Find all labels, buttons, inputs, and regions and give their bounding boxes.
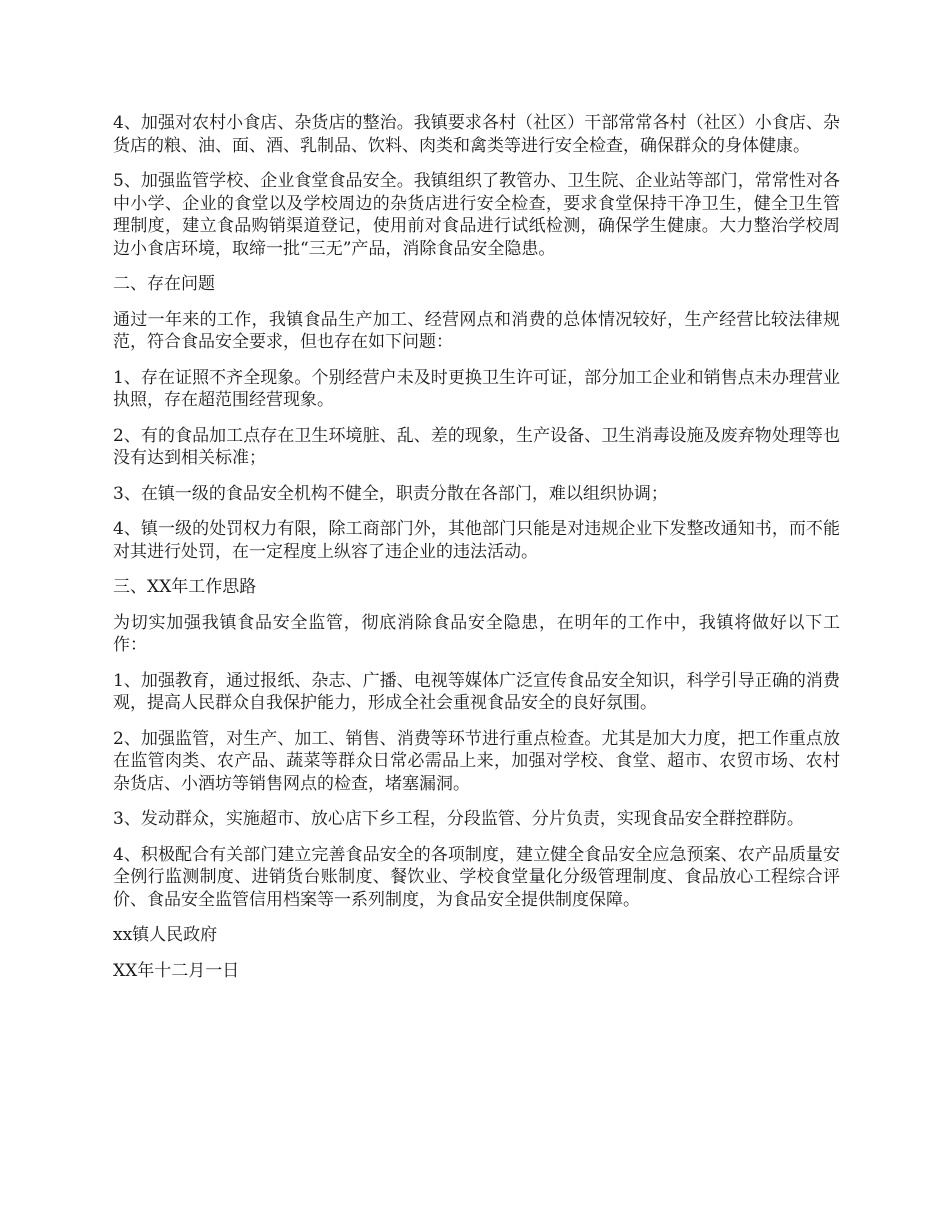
paragraph-school-canteens: 5、加强监管学校、企业食堂食品安全。我镇组织了教管办、卫生院、企业站等部门，常常性对各中小学、企业的食堂以及学校周边的杂货店进行安全检查，要求食堂保持干净卫生，健全卫生管理制度，建立食品购销渠道登记，使用前对食品进行试纸检测，确保学生健康。大力整治学校周边小食店环境，取缔一批“三无”产品，消除食品安全隐患。 [113, 171, 840, 259]
paragraph-plan-systems: 4、积极配合有关部门建立完善食品安全的各项制度，建立健全食品安全应急预案、农产品质量安全例行监测制度、进销货台账制度、餐饮业、学校食堂量化分级管理制度、食品放心工程综合评价、食品安全监管信用档案等一系列制度，为食品安全提供制度保障。 [113, 844, 840, 910]
section-heading-plan: 三、XX年工作思路 [113, 577, 257, 597]
paragraph-problems-intro: 通过一年来的工作，我镇食品生产加工、经营网点和消费的总体情况较好，生产经营比较法律规范，符合食品安全要求，但也存在如下问题： [113, 309, 840, 352]
signature-organization: xx镇人民政府 [113, 925, 218, 945]
paragraph-plan-supervision: 2、加强监管，对生产、加工、销售、消费等环节进行重点检查。尤其是加大力度，把工作重点放在监管肉类、农产品、蔬菜等群众日常必需品上来，加强对学校、食堂、超市、农贸市场、农村杂货店、小酒坊等销售网点的检查，堵塞漏洞。 [113, 728, 840, 794]
paragraph-problem-penalty: 4、镇一级的处罚权力有限，除工商部门外，其他部门只能是对违规企业下发整改通知书，而不能对其进行处罚，在一定程度上纵容了违企业的违法活动。 [113, 519, 840, 562]
paragraph-plan-mobilize: 3、发动群众，实施超市、放心店下乡工程，分段监管、分片负责，实现食品安全群控群防。 [113, 809, 804, 829]
paragraph-problem-licenses: 1、存在证照不齐全现象。个别经营户未及时更换卫生许可证，部分加工企业和销售点未办理营业执照，存在超范围经营现象。 [113, 367, 840, 410]
paragraph-plan-intro: 为切实加强我镇食品安全监管，彻底消除食品安全隐患，在明年的工作中，我镇将做好以下工作： [113, 612, 840, 655]
paragraph-rural-shops: 4、加强对农村小食店、杂货店的整治。我镇要求各村（社区）干部常常各村（社区）小食店、杂货店的粮、油、面、酒、乳制品、饮料、肉类和禽类等进行安全检查，确保群众的身体健康。 [113, 113, 840, 156]
paragraph-plan-education: 1、加强教育，通过报纸、杂志、广播、电视等媒体广泛宣传食品安全知识，科学引导正确的消费观，提高人民群众自我保护能力，形成全社会重视食品安全的良好氛围。 [113, 670, 840, 713]
signature-date: XX年十二月一日 [113, 960, 240, 981]
section-heading-problems: 二、存在问题 [113, 274, 215, 294]
paragraph-problem-hygiene: 2、有的食品加工点存在卫生环境脏、乱、差的现象，生产设备、卫生消毒设施及废弃物处理等也没有达到相关标准； [113, 425, 840, 468]
paragraph-problem-agencies: 3、在镇一级的食品安全机构不健全，职责分散在各部门，难以组织协调； [113, 483, 668, 504]
